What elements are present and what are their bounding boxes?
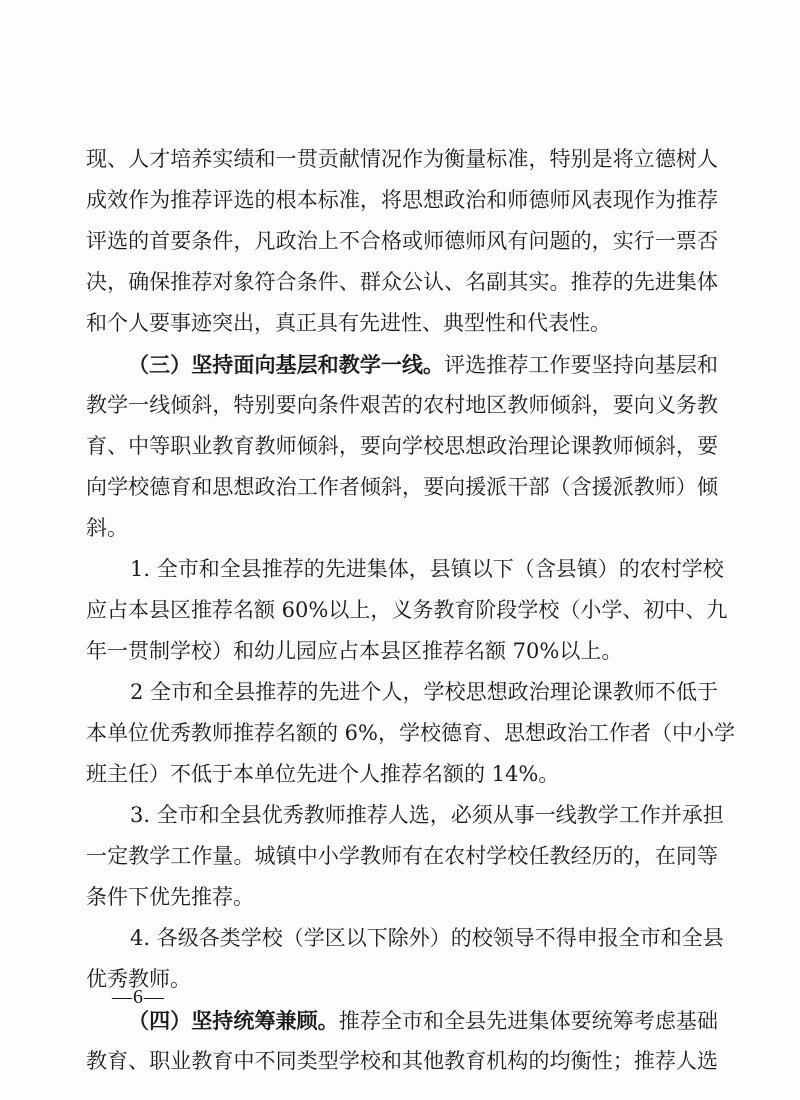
text-line: 现、人才培养实绩和一贯贡献情况作为衡量标准，特别是将立德树人 xyxy=(86,147,718,171)
text-span: 评选推荐工作要坚持向基层和 xyxy=(444,353,719,377)
text-line: 年一贯制学校）和幼儿园应占本县区推荐名额 70%以上。 xyxy=(86,639,623,663)
text-line: 4. 各级各类学校（学区以下除外）的校领导不得申报全市和全县 xyxy=(130,926,724,950)
document-body xyxy=(86,139,735,1082)
text-line: 3. 全市和全县优秀教师推荐人选，必须从事一线教学工作并承担 xyxy=(130,803,724,827)
text-line: 条件下优先推荐。 xyxy=(86,885,254,909)
text-line: 本单位优秀教师推荐名额的 6%，学校德育、思想政治工作者（中小学 xyxy=(86,721,735,745)
text-line: 决，确保推荐对象符合条件、群众公认、名副其实。推荐的先进集体 xyxy=(86,270,718,294)
text-line: 教学一线倾斜，特别要向条件艰苦的农村地区教师倾斜，要向义务教 xyxy=(86,393,718,417)
page-number: —6— xyxy=(112,986,165,1008)
text-line: 应占本县区推荐名额 60%以上，义务教育阶段学校（小学、初中、九 xyxy=(86,598,728,622)
section-heading: （三）坚持面向基层和教学一线。 xyxy=(128,352,445,377)
paragraph-heading-line xyxy=(86,344,718,385)
paragraph-heading-line xyxy=(86,1000,718,1041)
text-line: 2 全市和全县推荐的先进个人，学校思想政治理论课教师不低于 xyxy=(130,680,718,704)
section-heading: （四）坚持统筹兼顾。 xyxy=(128,1008,339,1033)
text-line: 成效作为推荐评选的根本标准，将思想政治和师德师风表现作为推荐 xyxy=(86,188,718,212)
text-line: 向学校德育和思想政治工作者倾斜，要向援派干部（含援派教师）倾 xyxy=(86,475,718,499)
text-line: 教育、职业教育中不同类型学校和其他教育机构的均衡性；推荐人选 xyxy=(86,1049,718,1073)
text-line: 斜。 xyxy=(86,516,128,540)
text-line: 优秀教师。 xyxy=(86,967,191,991)
text-line: 评选的首要条件，凡政治上不合格或师德师风有问题的，实行一票否 xyxy=(86,229,718,253)
text-line: 1. 全市和全县推荐的先进集体，县镇以下（含县镇）的农村学校 xyxy=(130,557,724,581)
text-line: 一定教学工作量。城镇中小学教师有在农村学校任教经历的，在同等 xyxy=(86,844,718,868)
text-line: 育、中等职业教育教师倾斜，要向学校思想政治理论课教师倾斜，要 xyxy=(86,434,718,458)
text-span: 推荐全市和全县先进集体要统筹考虑基础 xyxy=(338,1009,719,1033)
text-line: 班主任）不低于本单位先进个人推荐名额的 14%。 xyxy=(86,762,560,786)
text-line: 和个人要事迹突出，真正具有先进性、典型性和代表性。 xyxy=(86,311,611,335)
